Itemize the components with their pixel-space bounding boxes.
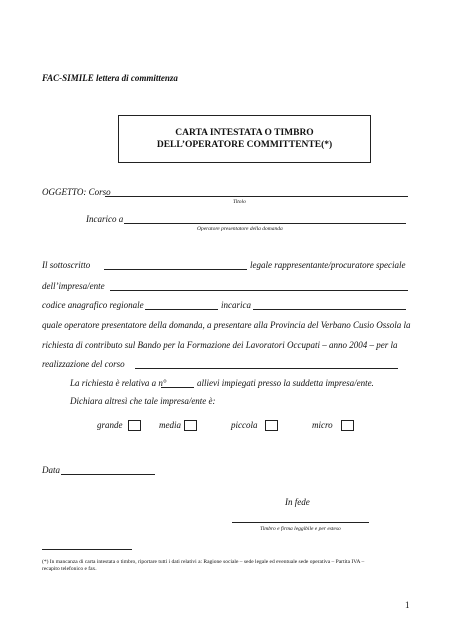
in-fede-label: In fede <box>285 497 310 507</box>
footnote-line-1: (*) In mancanza di carta intestata o timbro, riportare tutti i dati relativi a: Ragione sociale – sede legale ed eventuale sede operativa – Partita IVA – <box>42 559 365 565</box>
incarica-label: incarica <box>221 300 251 310</box>
impresa-field-line[interactable] <box>110 290 408 291</box>
incarica-field-line[interactable] <box>253 309 406 310</box>
richiesta-label: La richiesta è relativa a n° <box>70 378 167 388</box>
size-checkbox-grande[interactable] <box>128 420 141 431</box>
signature-caption: Timbro e firma leggibile e per esteso <box>260 526 341 532</box>
paragraph-line-3: realizzazione del corso <box>42 359 125 369</box>
letterhead-line-2: DELL’OPERATORE COMMITTENTE(*) <box>156 140 333 150</box>
footnote-separator <box>42 549 132 550</box>
paragraph-line-1: quale operatore presentatore della domanda, a presentare alla Provincia del Verbano Cusio Ossola la <box>42 320 411 330</box>
size-label-micro: micro <box>312 420 333 430</box>
size-checkbox-micro[interactable] <box>341 420 354 431</box>
sottoscritto-label: Il sottoscritto <box>42 260 91 270</box>
size-label-grande: grande <box>97 420 123 430</box>
corso-realizzazione-field-line[interactable] <box>135 368 398 369</box>
richiesta-suffix: allievi impiegati presso la suddetta impresa/ente. <box>197 378 374 388</box>
signature-line[interactable] <box>232 522 369 523</box>
page-number: 1 <box>405 600 410 610</box>
codice-label: codice anagrafico regionale <box>42 300 144 310</box>
size-checkbox-media[interactable] <box>184 420 197 431</box>
codice-field-line[interactable] <box>145 309 218 310</box>
corso-caption: Titolo <box>233 199 246 205</box>
incarico-label: Incarico a <box>86 214 124 224</box>
dichiara-label: Dichiara altresì che tale impresa/ente è: <box>70 396 216 406</box>
size-label-media: media <box>159 420 181 430</box>
size-checkbox-piccola[interactable] <box>265 420 278 431</box>
corso-field-line[interactable] <box>105 196 408 197</box>
data-field-line[interactable] <box>61 474 155 475</box>
size-label-piccola: piccola <box>231 420 258 430</box>
sottoscritto-field-line[interactable] <box>104 269 247 270</box>
letterhead-box <box>118 115 371 163</box>
paragraph-line-2: richiesta di contributo sul Bando per la Formazione dei Lavoratori Occupati – anno 2004 – per la <box>42 340 398 350</box>
footnote-line-2: recapito telefonico e fax. <box>42 566 97 572</box>
legale-label: legale rappresentante/procuratore speciale <box>250 260 406 270</box>
document-heading: FAC-SIMILE lettera di committenza <box>42 73 178 83</box>
incarico-field-line[interactable] <box>124 223 406 224</box>
letterhead-line-1: CARTA INTESTATA O TIMBRO <box>175 128 314 138</box>
oggetto-label: OGGETTO: Corso <box>42 187 111 197</box>
allievi-count-field-line[interactable] <box>161 387 194 388</box>
data-label: Data <box>42 465 60 475</box>
impresa-label: dell’impresa/ente <box>42 281 105 291</box>
incarico-caption: Operatore presentatore della domanda <box>197 226 283 232</box>
